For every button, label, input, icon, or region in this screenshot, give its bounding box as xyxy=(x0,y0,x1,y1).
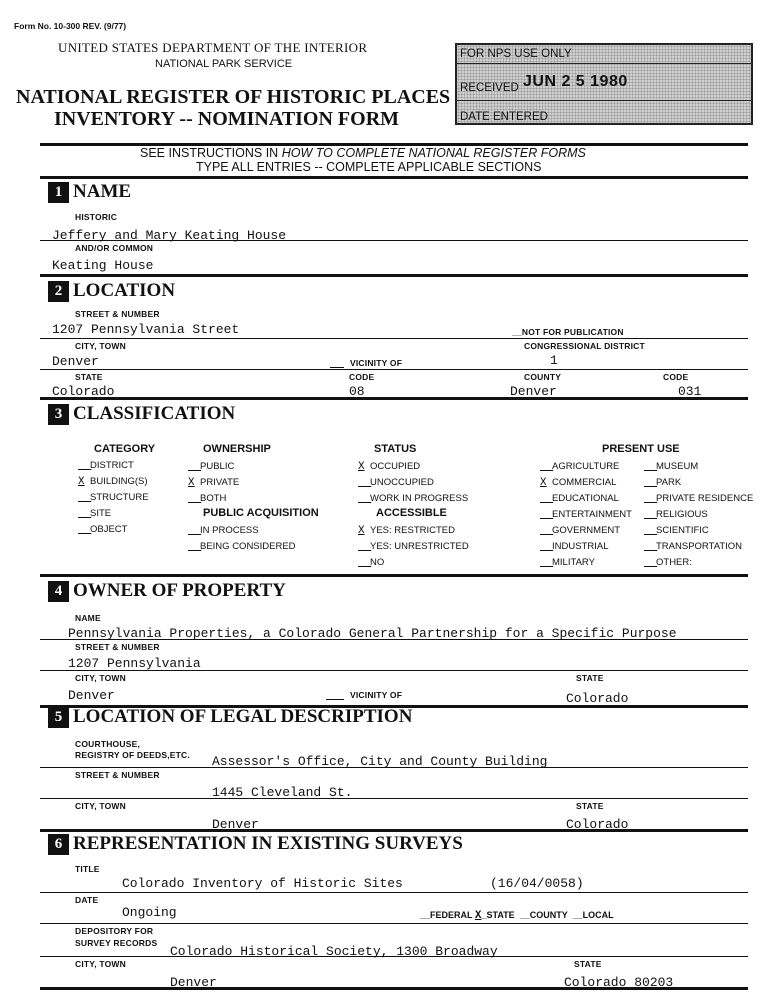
survey-state-label: STATE xyxy=(574,959,602,969)
survey-date-label: DATE xyxy=(75,895,99,905)
survey-title-label: TITLE xyxy=(75,864,100,874)
legal-street-value: 1445 Cleveland St. xyxy=(212,785,353,800)
checkbox-public[interactable]: PUBLIC xyxy=(200,461,235,472)
county-value: Denver xyxy=(510,384,557,396)
legal-city-value: Denver xyxy=(212,817,259,829)
checkbox-agriculture[interactable]: AGRICULTURE xyxy=(552,461,620,472)
checkbox-in-process[interactable]: IN PROCESS xyxy=(200,525,259,536)
checkbox-commercial[interactable]: X COMMERCIAL xyxy=(540,477,617,489)
survey-title-code: (16/04/0058) xyxy=(490,876,584,891)
checkbox-other[interactable]: OTHER: xyxy=(656,557,692,568)
historic-label: HISTORIC xyxy=(75,212,118,222)
nps-box-heading: FOR NPS USE ONLY xyxy=(460,48,572,60)
section-title-surveys: REPRESENTATION IN EXISTING SURVEYS xyxy=(73,833,463,854)
checkbox-occupied[interactable]: X OCCUPIED xyxy=(358,461,421,473)
vicinity-of-label: VICINITY OF xyxy=(350,358,403,368)
checkbox-yes-restricted[interactable]: X YES: RESTRICTED xyxy=(358,525,455,537)
legal-street-label: STREET & NUMBER xyxy=(75,770,160,780)
courthouse-label: COURTHOUSE, xyxy=(75,739,141,749)
ownership-heading: OWNERSHIP xyxy=(203,443,271,455)
survey-level-options[interactable]: __FEDERAL X_STATE __COUNTY __LOCAL xyxy=(420,910,614,922)
checkbox-no[interactable]: NO xyxy=(370,557,385,568)
section-number-4: 4 xyxy=(48,581,69,602)
instructions-line2: TYPE ALL ENTRIES -- COMPLETE APPLICABLE SECTIONS xyxy=(196,160,542,174)
county-label: COUNTY xyxy=(524,372,562,382)
legal-state-value: Colorado xyxy=(566,817,629,829)
courthouse-value: Assessor's Office, City and County Building xyxy=(212,754,548,769)
date-entered-label: DATE ENTERED xyxy=(460,111,548,123)
checkbox-museum[interactable]: MUSEUM xyxy=(656,461,699,472)
street-value: 1207 Pennsylvania Street xyxy=(52,322,240,337)
congressional-district-value: 1 xyxy=(550,353,558,368)
checkbox-entertainment[interactable]: ENTERTAINMENT xyxy=(552,509,632,520)
checkbox-unoccupied[interactable]: UNOCCUPIED xyxy=(370,477,434,488)
owner-name-value: Pennsylvania Properties, a Colorado General Partnership for a Specific Purpose xyxy=(68,626,677,641)
form-number: Form No. 10-300 REV. (9/77) xyxy=(14,21,127,31)
section-title-owner: OWNER OF PROPERTY xyxy=(73,580,286,601)
form-title-line2: INVENTORY -- NOMINATION FORM xyxy=(54,108,400,130)
survey-state-value: Colorado 80203 xyxy=(564,975,674,987)
depository-label-2: SURVEY RECORDS xyxy=(75,938,158,948)
historic-name-value: Jeffery and Mary Keating House xyxy=(52,228,287,243)
checkbox-private[interactable]: X PRIVATE xyxy=(188,477,240,489)
instructions-line1: SEE INSTRUCTIONS IN HOW TO COMPLETE NATIONAL REGISTER FORMS xyxy=(140,146,586,160)
common-name-label: AND/OR COMMON xyxy=(75,243,154,253)
checkbox-private-residence[interactable]: PRIVATE RESIDENCE xyxy=(656,493,754,504)
survey-city-label: CITY, TOWN xyxy=(75,959,126,969)
state-value: Colorado xyxy=(52,384,115,396)
agency-name: NATIONAL PARK SERVICE xyxy=(155,58,293,70)
checkbox-being-considered[interactable]: BEING CONSIDERED xyxy=(200,541,296,552)
registry-label: REGISTRY OF DEEDS,ETC. xyxy=(75,750,190,760)
section-title-location: LOCATION xyxy=(73,280,176,301)
section-title-classification: CLASSIFICATION xyxy=(73,403,236,424)
section-title-name: NAME xyxy=(73,181,132,202)
owner-name-label: NAME xyxy=(75,613,101,623)
legal-state-label: STATE xyxy=(576,801,604,811)
department-name: UNITED STATES DEPARTMENT OF THE INTERIOR xyxy=(58,40,368,55)
county-code-value: 031 xyxy=(678,384,702,396)
nps-use-box xyxy=(455,43,753,125)
section-number-6: 6 xyxy=(48,834,69,855)
public-acquisition-heading: PUBLIC ACQUISITION xyxy=(203,507,319,519)
city-town-label: CITY, TOWN xyxy=(75,341,126,351)
owner-street-label: STREET & NUMBER xyxy=(75,642,160,652)
state-code-value: 08 xyxy=(349,384,365,396)
owner-city-value: Denver xyxy=(68,688,115,703)
section-number-3: 3 xyxy=(48,404,69,425)
owner-vicinity-label: VICINITY OF xyxy=(350,690,403,700)
received-label: RECEIVED xyxy=(460,82,519,94)
section-number-2: 2 xyxy=(48,281,69,302)
legal-city-label: CITY, TOWN xyxy=(75,801,126,811)
checkbox-government[interactable]: GOVERNMENT xyxy=(552,525,621,536)
checkbox-industrial[interactable]: INDUSTRIAL xyxy=(552,541,609,552)
checkbox-educational[interactable]: EDUCATIONAL xyxy=(552,493,619,504)
state-code-label: CODE xyxy=(349,372,375,382)
checkbox-buildings[interactable]: X BUILDING(S) xyxy=(78,476,148,488)
checkbox-site[interactable]: SITE xyxy=(90,508,112,519)
checkbox-object[interactable]: OBJECT xyxy=(90,524,128,535)
owner-street-value: 1207 Pennsylvania xyxy=(68,656,201,671)
checkbox-yes-unrestricted[interactable]: YES: UNRESTRICTED xyxy=(370,541,469,552)
checkbox-transportation[interactable]: TRANSPORTATION xyxy=(656,541,743,552)
state-label: STATE xyxy=(75,372,103,382)
checkbox-both[interactable]: BOTH xyxy=(200,493,227,504)
not-for-publication: __NOT FOR PUBLICATION xyxy=(512,327,624,337)
checkbox-military[interactable]: MILITARY xyxy=(552,557,595,568)
category-heading: CATEGORY xyxy=(94,443,156,455)
street-number-label: STREET & NUMBER xyxy=(75,309,160,319)
owner-state-value: Colorado xyxy=(566,691,629,706)
depository-label-1: DEPOSITORY FOR xyxy=(75,926,154,936)
city-value: Denver xyxy=(52,354,99,369)
checkbox-scientific[interactable]: SCIENTIFIC xyxy=(656,525,709,536)
status-heading: STATUS xyxy=(374,443,417,455)
accessible-heading: ACCESSIBLE xyxy=(376,507,447,519)
county-code-label: CODE xyxy=(663,372,689,382)
survey-city-value: Denver xyxy=(170,975,217,987)
checkbox-work-in-progress[interactable]: WORK IN PROGRESS xyxy=(370,493,469,504)
checkbox-religious[interactable]: RELIGIOUS xyxy=(656,509,708,520)
congressional-district-label: CONGRESSIONAL DISTRICT xyxy=(524,341,645,351)
section-number-1: 1 xyxy=(48,182,69,203)
present-use-heading: PRESENT USE xyxy=(602,443,680,455)
checkbox-park[interactable]: PARK xyxy=(656,477,682,488)
checkbox-district[interactable]: DISTRICT xyxy=(90,460,134,471)
section-title-legal: LOCATION OF LEGAL DESCRIPTION xyxy=(73,706,413,727)
section-number-5: 5 xyxy=(48,707,69,728)
owner-state-label: STATE xyxy=(576,673,604,683)
checkbox-structure[interactable]: STRUCTURE xyxy=(90,492,149,503)
common-name-value: Keating House xyxy=(52,258,154,273)
owner-city-label: CITY, TOWN xyxy=(75,673,126,683)
depository-value: Colorado Historical Society, 1300 Broadway xyxy=(170,944,498,959)
received-date-stamp: JUN 2 5 1980 xyxy=(523,73,628,90)
survey-title-value: Colorado Inventory of Historic Sites xyxy=(122,876,403,891)
form-title-line1: NATIONAL REGISTER OF HISTORIC PLACES xyxy=(16,86,451,108)
survey-date-value: Ongoing xyxy=(122,905,177,920)
